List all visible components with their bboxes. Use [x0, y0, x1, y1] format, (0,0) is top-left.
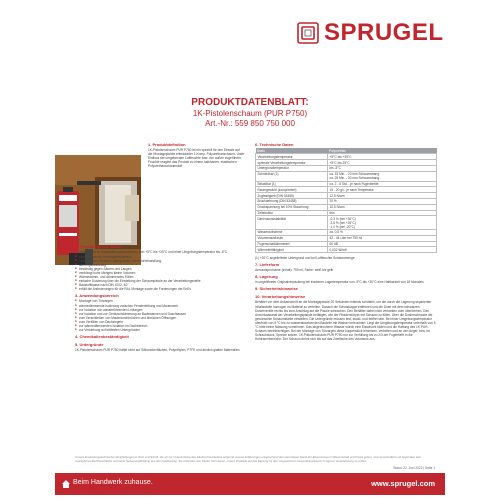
list-item: ■ verarbeitbar im Materialtemperaturbereich von +5°C bis +25°C und einer Umgebungstemperatur bis -5°C — [75, 250, 245, 254]
table-cell: Volumenausbeute — [256, 235, 328, 241]
table-cell: +5°C bis +35°C — [328, 154, 437, 160]
table-cell: -0,3 % (bei +30°C) -3,5 % (bei +25°C) -1,0 % (bei -20°C) — [328, 216, 437, 230]
table-header-cell: Polyurethan — [328, 148, 437, 154]
section-text-delivery: Aerosolspruhdose (Inhalt): 750 ml, Farbe: weiß bis gelb — [255, 268, 334, 273]
table-row — [256, 216, 437, 230]
table-cell: Verarbeitungstemperatur — [256, 154, 328, 160]
table-cell: Zugfestigkeit (DIN 53455) — [256, 193, 328, 199]
table-row — [256, 171, 437, 181]
list-item: ■ Montage von Türzargen — [75, 299, 245, 303]
list-item: ■ alterungsbeständig — [75, 263, 245, 267]
brand-logo — [296, 19, 444, 47]
application-list — [75, 299, 245, 332]
list-item: ■ erfüllt die Anforderungen für die RAL Montage sowie die Forderungen der EnEv — [75, 287, 245, 291]
list-item: ■ verdrängt hohe Mengen kleine Volumen — [75, 271, 245, 275]
section-title-delivery: 7. Lieferform — [255, 262, 280, 268]
list-item: ■ einfache Dosierung über die Einstellung der Schaumpistole an der Verarbeitungsstelle — [75, 279, 245, 283]
footer-bar — [55, 473, 445, 495]
section-title-application: 3. Anwendungsbereich — [75, 293, 119, 299]
section-title-processing: 10. Verarbeitungshinweise — [255, 294, 306, 300]
product-name: 1K-Pistolenschaum (PUR P750) — [192, 109, 308, 118]
table-cell: Belastbar (1) — [256, 181, 328, 187]
section-title-technical-data: 6. Technische Daten — [255, 142, 294, 147]
section-title-definition: 1. Produktdefinition — [148, 142, 186, 147]
table-cell: 42 - 44 Liter bei 750 ml — [328, 235, 437, 241]
table-cell: Druckspannung bei 10% Stauchung — [256, 204, 328, 210]
table-cell: 60 dB — [328, 241, 437, 247]
table-cell: 12,5 N/cm² — [328, 193, 437, 199]
date-page-info: Stand: 22. Juni 2022 | Seite 1 — [393, 466, 435, 470]
table-cell: Dimensionsstabilität — [256, 216, 328, 230]
table-cell: ca. 2 - 6 Std. - je nach Fugenbreite — [328, 181, 437, 187]
list-item: ■ zum Verfüllen von Dachziegeln — [75, 320, 245, 324]
table-footnote: (1) +20°C angelieferter Untergrund und bei Luftfeuchte Schaummenge — [255, 256, 355, 261]
table-header-cell: Basis — [256, 148, 328, 154]
list-item: ■ zum Verschließen von Mauerdurchbrüchen und ähnlichen Öffnungen — [75, 316, 245, 320]
list-item: ■ wärmedämmende Isolierung zwischen Fensterleibung und Mauerwerk — [75, 304, 245, 308]
section-text-storage: In ungeöffneter Originalverpackung bei trockener Lagertemperatur von -5°C bis +30°C eine Haltbarkeit von 18 Monaten. — [255, 280, 425, 285]
section-text-substrates: 1K-Pistolenschaum PUR P750 haftet nicht auf Silikonoberflächen, Polyethylen, PTFE und ähnlich glatten Materialien. — [75, 348, 241, 353]
page-title: PRODUKTDATENBLATT: — [191, 97, 309, 108]
sprugel-logo-icon — [296, 21, 320, 45]
section-title-substrates: 5. Untergründe — [75, 342, 104, 348]
table-cell: Fugenschalldämmwert — [256, 241, 328, 247]
table-cell: Untergrundtemperatur — [256, 166, 328, 172]
disclaimer: Unsere anwendungstechnischen Empfehlungen in Wort und Schrift, die wir zur Unterstützung des Käufers/Verarbeiters aufgrund unserer Erfahrungen entsprechend dem derzeitigen Stand der Erkenntnisse in Wissenschaft und Praxis geben, sind unverbindlich und begründen kein vertragliches Rechtsverhältnis und keine Nebenverpflichtung aus dem Kaufvertrag. Sie entbinden den Käufer nicht davon, unsere Produkte auf ihre Eignung für den vorgesehenen Verwendungszweck in eigener Verantwortung zu prüfen. — [75, 455, 422, 463]
section-text-definition: 1K-Pistolenschaum PUR P750 ist ein speziell für den Einsatz auf der Montagepistole entwickelter 1-Komp. Polyurethanschaum. Unter Einfluss der umgebenden Luftfeuchte bzw. von außen zugeführter Feuchte reagiert das Produkt zu einem halbharten, elastischen Polyurethanschaumstoff. — [148, 148, 245, 169]
table-cell: optimale Verarbeitungstemperatur — [256, 160, 328, 166]
table-cell: ca. 15 Min. - 20 mm Schaumstrang ca. 25 Min. - 30 mm Schaumstrang — [328, 171, 437, 181]
properties-list — [75, 250, 245, 291]
table-cell: fein — [328, 210, 437, 216]
list-item: ■ zur Isolation und zur Geräuschdämmung an Badewannen und Duschtassen — [75, 312, 245, 316]
brand-name: SPRUGEL — [324, 19, 444, 46]
technical-data-table — [255, 148, 437, 253]
list-item: ■ zur wärmedämmenden Isolation im Dachbereich — [75, 324, 245, 328]
list-item: ■ haftet auf den meisten Untergründen ohne Vorbehandlung — [75, 259, 245, 263]
slogan: Beim Handwerk zuhause. — [73, 479, 153, 486]
table-cell: 20 % — [328, 198, 437, 204]
table-cell: 10,5 N/cm² — [328, 204, 437, 210]
article-number: Art.-Nr.: 559 850 750 000 — [205, 119, 295, 128]
list-item: ■ beständig gegen Säuren und Laugen — [75, 267, 245, 271]
table-cell: 0,032 W/mK — [328, 247, 437, 253]
left-column — [75, 140, 245, 352]
table-row — [256, 247, 437, 253]
list-item: ■ Wärmedämm- und dämmendes Füllen — [75, 275, 245, 279]
section-text-processing: Behälter vor dem Anbauschritt an die Montagepistole 20 Sekunden intensiv schütteln, um die durch die Lagerung separierten Inhaltsstoffe homogen im Material zu verteilen. Danach die Schutzkappe entfernen und die Dose mit dem schwarzen Dosierventile rechts bis zum Anschlag auf die Pistole schrauben. Den Behälter dabei nicht verkanten oder überdrehen. Den Anschlusskanal der Verarbeitungspistole betätigen, wie der Pistolenkörper mit Schaum zu füllen. Über die Dosierschraube die gewünschte Schaumstärke einstellen. Die Untergründe müssen fest, staub- und fettfrei sein. Bei einer Umgebungstemperatur oberhalb von 5 °C bis zu wasserabweisenden Bauteile mit Wasser befeuchten. Liegt die Umgebungstemperatur unterhalb von 5 °C bitte keine Nässung vornehmen. Das abgebrochene Wasser würde eine Eisschicht bilden und die Haftung des 1K PUR-Schaum beeinträchtigen. Bei der Montage von Türzargen diese küpperstück einsetzen, verkeilen und an den Anger, bzw. im Schraubstock, Spreize setzen. 1K-Pistolenschaum PUR P750 nur zur Verfüllung bis zu 2/3 der Fugentiefe in die Hohlraumbereiche. Der Schaum dehnt sich bis auf das Zweifache des Volumens aus. — [255, 300, 436, 342]
table-cell: Zellstruktur — [256, 210, 328, 216]
table-cell: 15 - 20 g/l - je nach Temperatur — [328, 187, 437, 193]
website-link[interactable]: www.sprugel.com — [371, 479, 435, 488]
home-icon — [62, 480, 70, 488]
table-cell: Raumgewicht (komprimiert) — [256, 187, 328, 193]
list-item: ■ Baustoffklasse nach DIN 4102, B2 — [75, 283, 245, 287]
list-item: ■ zur Verklebung auf trittfesten Untergründen — [75, 328, 245, 332]
section-title-properties: 2. Produkteigenschaften — [75, 244, 122, 250]
table-cell: Wärmeleitfähigkeit — [256, 247, 328, 253]
technical-data-body — [256, 154, 437, 253]
list-item: ■ zur Isolation von wasserführenden Leitungen — [75, 308, 245, 312]
table-cell: bis -5°C — [328, 166, 437, 172]
table-cell: ca. 0,5 % — [328, 230, 437, 236]
section-title-chemical: 4. Chemikalienbeständigkeit — [75, 334, 129, 340]
table-cell: Bruchdehnung (DIN 53455) — [256, 198, 328, 204]
section-title-safety: 9. Sicherheitshinweise — [255, 286, 298, 292]
list-item: ■ einkomponentig, feuchtigkeitshärtend — [75, 255, 245, 259]
table-cell: Schneidbar (1) — [256, 171, 328, 181]
section-title-storage: 8. Lagerung — [255, 274, 278, 280]
table-cell: Wasseraufnahme — [256, 230, 328, 236]
right-column — [255, 140, 437, 341]
table-cell: +5°C bis 25°C — [328, 160, 437, 166]
document-header — [0, 97, 500, 129]
